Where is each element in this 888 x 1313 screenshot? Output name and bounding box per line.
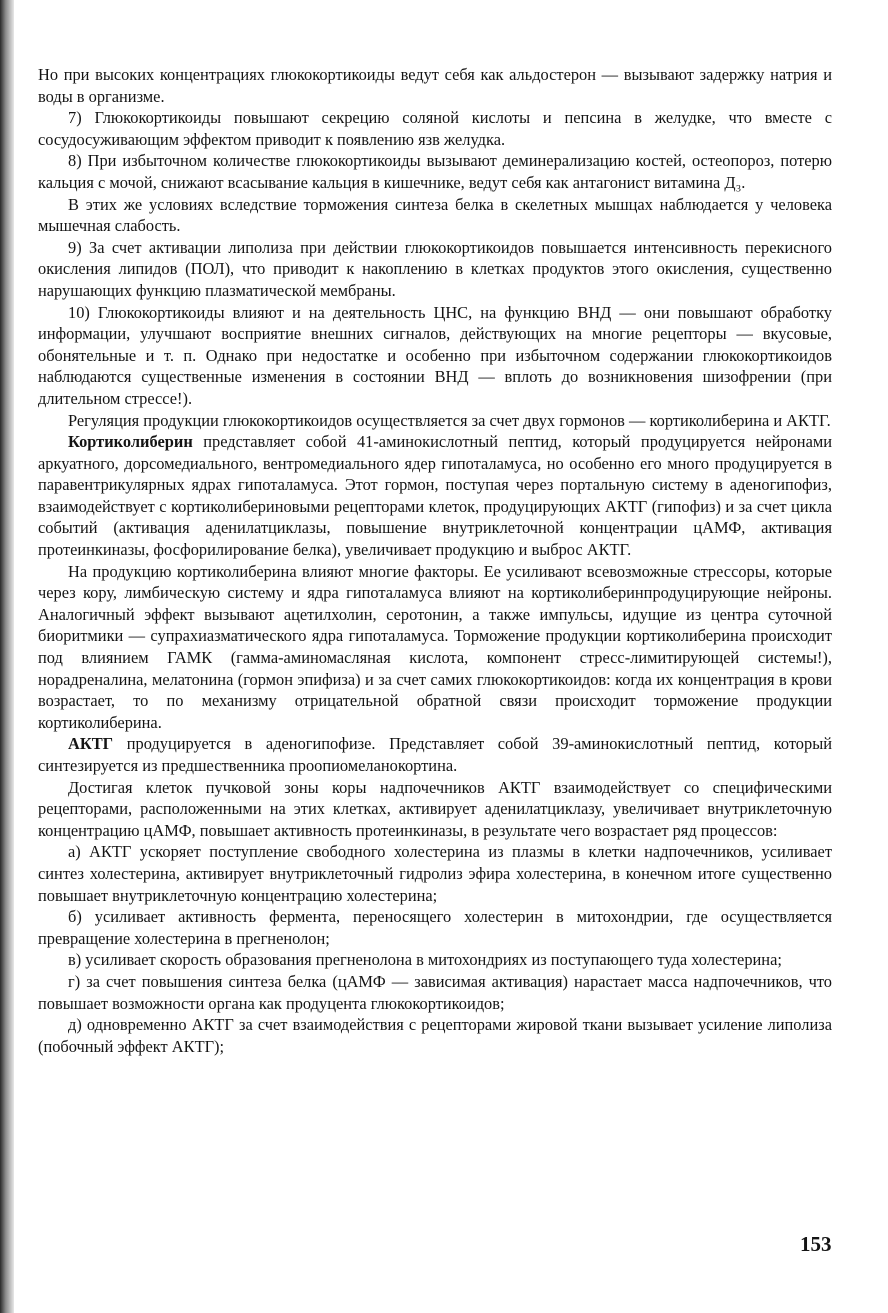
paragraph-9: На продукцию кортиколиберина влияют многие факторы. Ее усиливают всевозможные стрессоры, которые через кору, лимбическую систему и ядра гипоталамуса влияют на кортиколиберинпродуцирующие нейроны. Аналогичный эффект вызывают ацетилхолин, серотонин, а также импульсы, идущие из центра суточной биоритмики — супрахиазматического ядра гипоталамуса. Торможение продукции кортиколиберина происходит под влиянием ГАМК (гамма-аминомасляная кислота, компонент стресс-лимитирующей системы!), норадреналина, мелатонина (гормон эпифиза) и за счет самих глюкокортикоидов: когда их концентрация в крови возрастает, то по механизму отрицательной обратной связи происходит торможение продукции кортиколиберина. [38,561,832,732]
paragraph-10: АКТГ продуцируется в аденогипофизе. Представляет собой 39-аминокислотный пептид, который синтезируется из предшественника проопиомеланокортина. [38,734,832,775]
paragraph-1: Но при высоких концентрациях глюкокортикоиды ведут себя как альдостерон — вызывают задержку натрия и воды в организме. [38,65,832,106]
term-actg: АКТГ [68,734,114,754]
paragraph-6: 10) Глюкокортикоиды влияют и на деятельность ЦНС, на функцию ВНД — они повышают обработку информации, улучшают восприятие внешних сигналов, действующих на многие рецепторы — вкусовые, обонятельные и т. п. Однако при недостатке и особенно при избыточном содержании глюкокортикоидов наблюдаются существенные изменения в состоянии ВНД — вплоть до возникновения шизофрении (при длительном стрессе!). [38,302,832,408]
scan-edge-shadow [0,0,14,1313]
list-item-v: в) усиливает скорость образования прегненолона в митохондриях из поступающего туда холестерина; [68,950,782,970]
paragraph-3: 8) При избыточном количестве глюкокортикоиды вызывают деминерализацию костей, остеопороз, потерю кальция с мочой, снижают всасывание кальция в кишечнике, ведут себя как антагонист витамина Д₃. [38,151,832,192]
page-body [38,64,832,1057]
page-number: 153 [800,1232,832,1256]
term-corticoliberin: Кортиколиберин [68,432,193,452]
paragraph-4: В этих же условиях вследствие торможения синтеза белка в скелетных мышцах наблюдается у человека мышечная слабость. [38,194,832,236]
list-item-g: г) за счет повышения синтеза белка (цАМФ — зависимая активация) нарастает масса надпочечников, что повышает возможности органа как продуцента глюкокортикоидов; [38,971,832,1013]
paragraph-11: Достигая клеток пучковой зоны коры надпочечников АКТГ взаимодействует со специфическими рецепторами, расположенными на этих клетках, активирует аденилатциклазу, увеличивает внутриклеточную концентрацию цАМФ, повышает активность протеинкиназы, в результате чего возрастает ряд процессов: [38,777,832,840]
list-item-b: б) усиливает активность фермента, переносящего холестерин в митохондрии, где осуществляется превращение холестерина в прегненолон; [38,907,832,948]
paragraph-5: 9) За счет активации липолиза при действии глюкокортикоидов повышается интенсивность перекисного окисления липидов (ПОЛ), что приводит к накоплению в клетках продуктов этого окисления, существенно нарушающих функцию плазматической мембраны. [38,237,832,300]
paragraph-8: Кортиколиберин представляет собой 41-аминокислотный пептид, который продуцируется нейронами аркуатного, дорсомедиального, вентромедиального ядер гипоталамуса, но особенно его много продуцируется в паравентрикулярных ядрах гипоталамуса. Этот гормон, поступая через портальную систему в аденогипофиз, взаимодействует с кортиколибериновыми рецепторами клеток, продуцирующих АКТГ (гипофиз) и за счет цикла событий (активация аденилатциклазы, повышение внутриклеточной концентрации цАМФ, активация протеинкиназы, фосфорилирование белка), увеличивает продукцию и выброс АКТГ. [38,432,832,560]
list-item-d: д) одновременно АКТГ за счет взаимодействия с рецепторами жировой ткани вызывает усиление липолиза (побочный эффект АКТГ); [38,1015,832,1056]
paragraph-2: 7) Глюкокортикоиды повышают секрецию соляной кислоты и пепсина в желудке, что вместе с сосудосуживающим эффектом приводит к появлению язв желудка. [38,108,832,149]
list-item-a: а) АКТГ ускоряет поступление свободного холестерина из плазмы в клетки надпочечников, усиливает синтез холестерина, активирует внутриклеточный гидролиз эфира холестерина, в конечном итоге существенно повышает внутриклеточную концентрацию холестерина; [38,842,832,905]
paragraph-7: Регуляция продукции глюкокортикоидов осуществляется за счет двух гормонов — кортиколиберина и АКТГ. [68,410,831,430]
